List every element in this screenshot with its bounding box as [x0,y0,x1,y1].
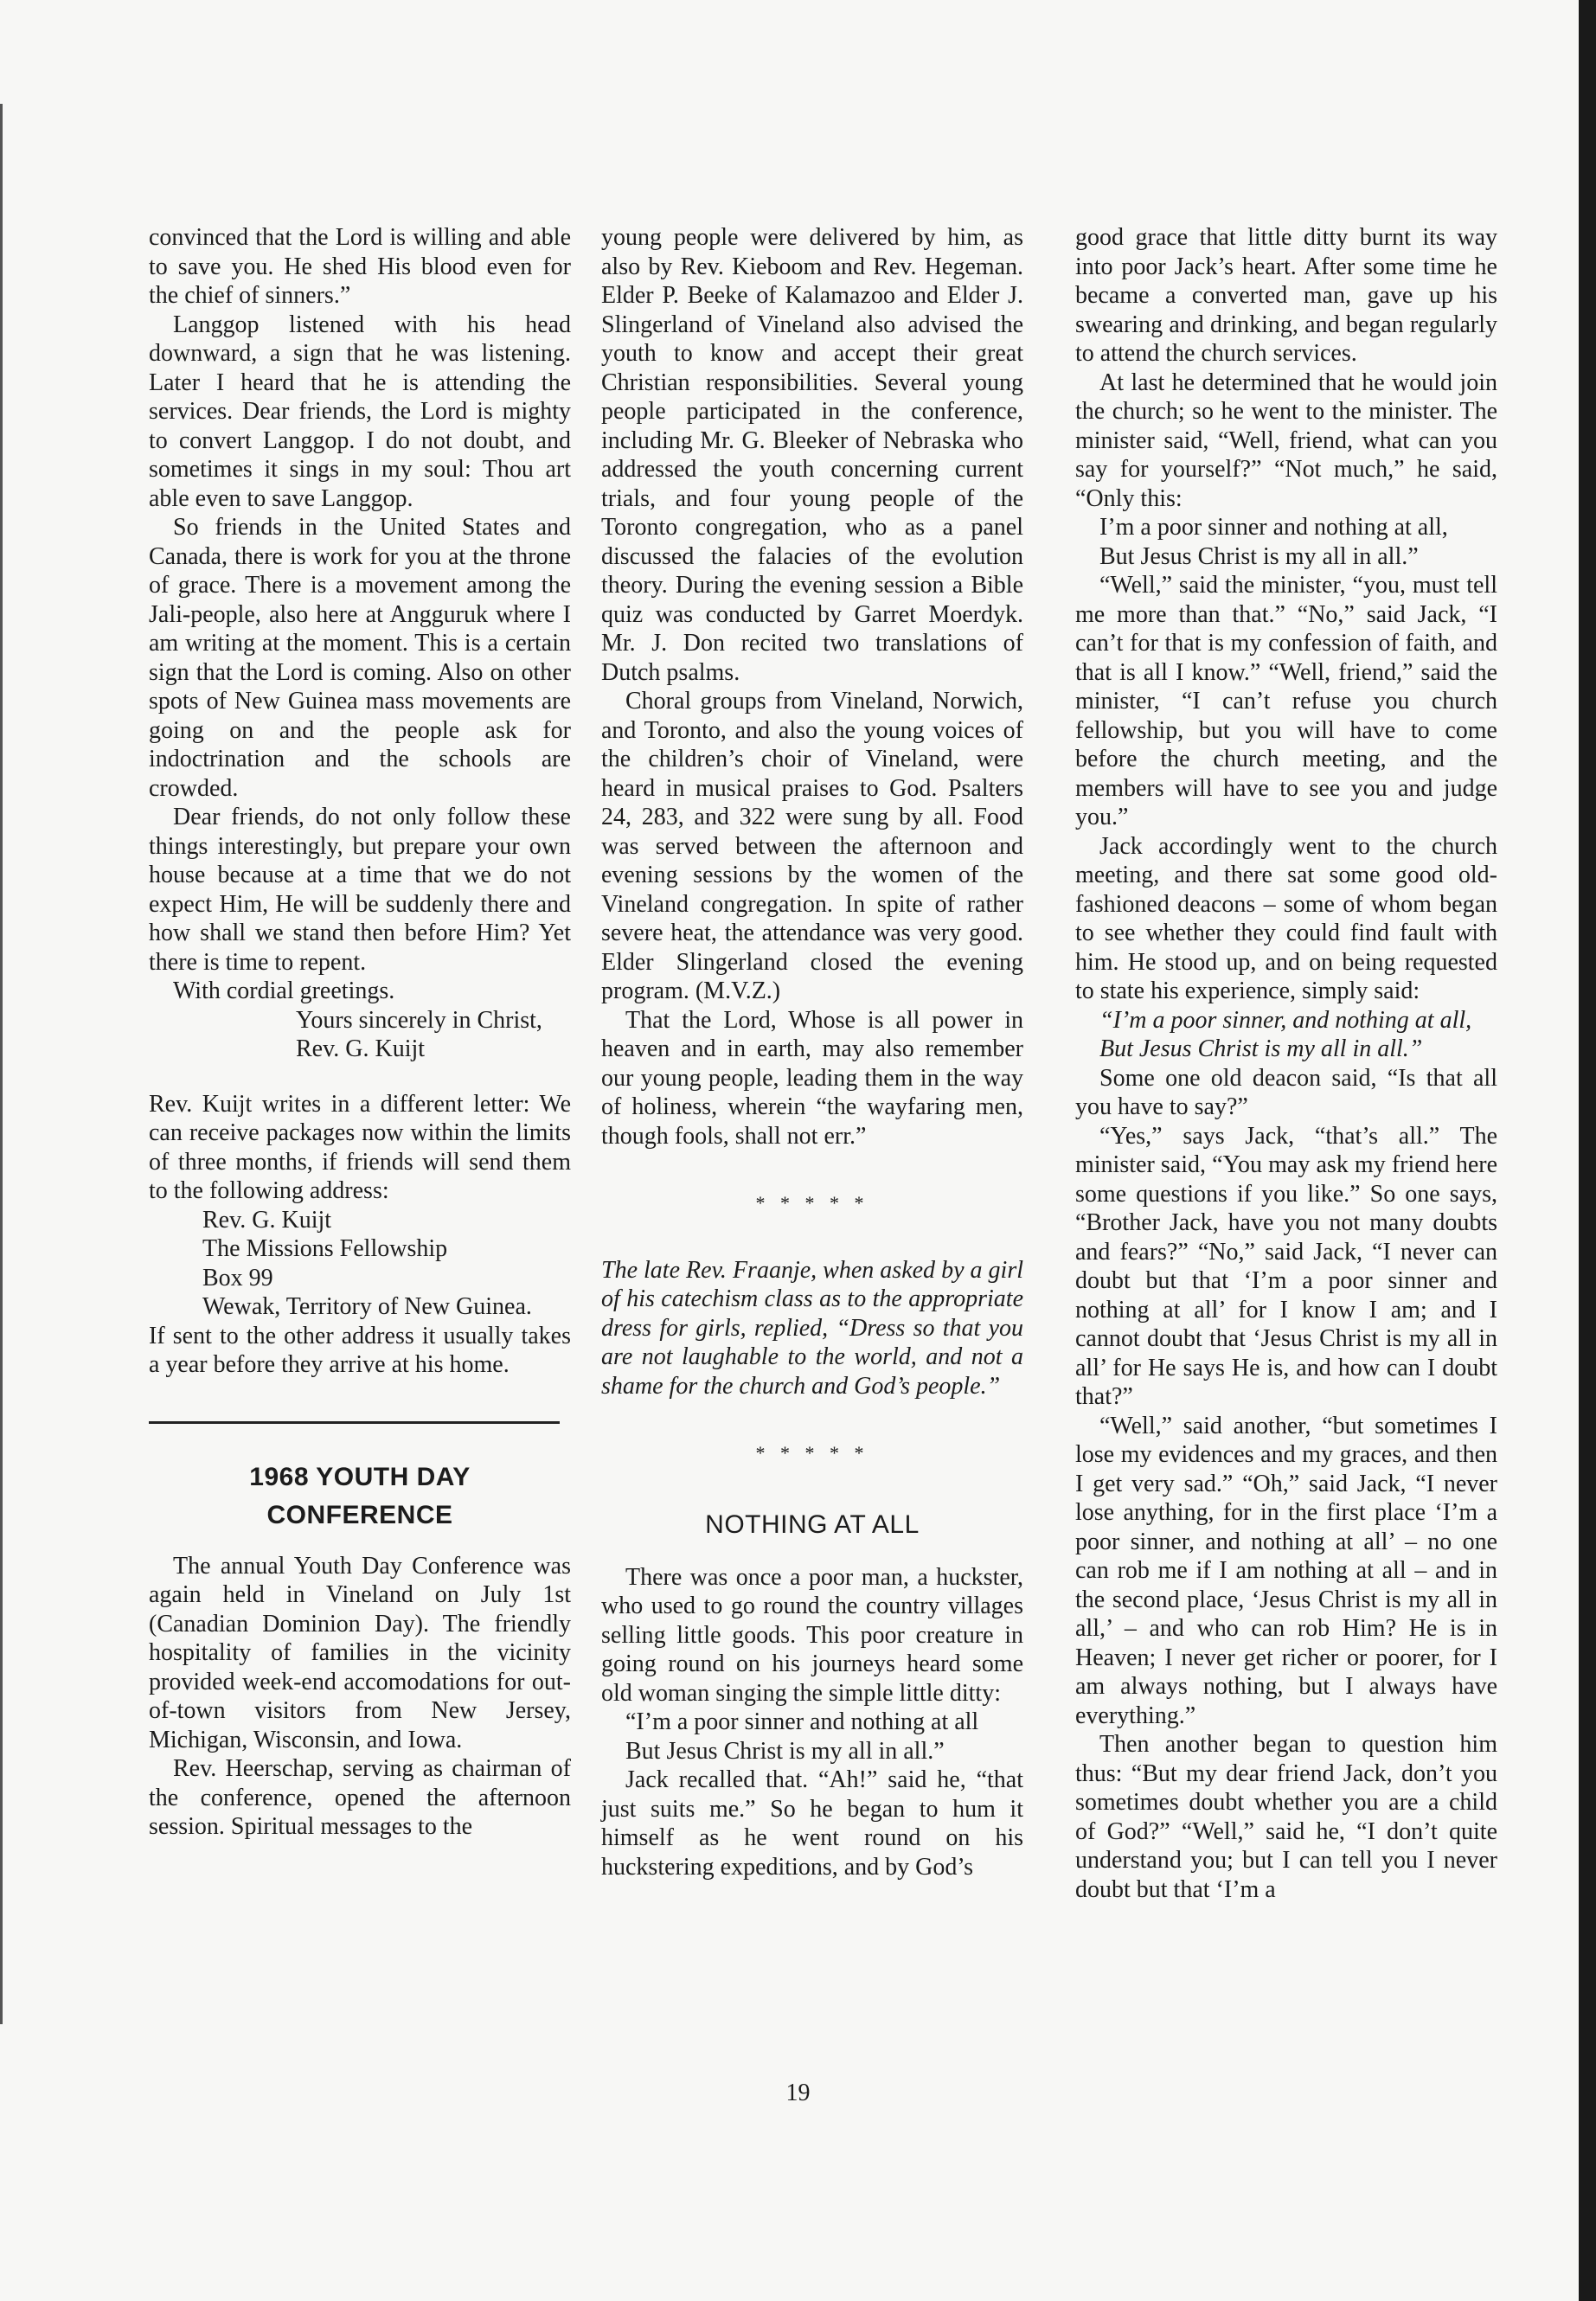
section-separator-stars: * * * * * [755,1442,869,1464]
paragraph: There was once a poor man, a huckster, who used to go round the country villages selling little goods. This poor creature in going round on his journeys heard some old woman singing the simple little ditty: [601,1563,1023,1707]
italic-quote: The late Rev. Fraanje, when asked by a girl of his catechism class as to the appropriate dress for girls, replied, “Dress so that you are not laughable to the world, and not a shame for the church and God’s people.” [601,1256,1023,1400]
paragraph: If sent to the other address it usually takes a year before they arrive at his home. [149,1322,571,1378]
paragraph: “Yes,” says Jack, “that’s all.” The minister said, “You may ask my friend here some questions if you like.” So one says, “Brother Jack, have you not many doubts and fears?” “No,” said Jack, “I never can doubt but that ‘I’m a poor sinner and nothing at all’ for I know I am; and I cannot doubt that ‘Jesus Christ is my all in all’ for He says He is, and how can I doubt that?” [1075,1122,1497,1410]
paragraph: Jack accordingly went to the church meeting, and there sat some good old-fashioned deacons – some of whom began to see whether they could find fault with him. He stood up, and on being requested to state his experience, simply said: [1075,832,1497,1004]
address-line: The Missions Fellowship [202,1235,448,1262]
paragraph: “Well,” said another, “but sometimes I lose my evidences and my graces, and then I get very sad.” “Oh,” said Jack, “I never lose anything, for in the first place ‘I’m a poor sinner, and nothing at all’ – no one can rob me if I am nothing at all – and in the second place, ‘Jesus Christ is my all in all,’ – and who can rob Him? He is in Heaven; I never get richer or poorer, for I am always nothing, but I always have everything.” [1075,1412,1497,1729]
paragraph: “Well,” said the minister, “you, must tell me more than that.” “No,” said Jack, “I can’t for that is my confession of faith, and that is all I know.” “Well, friend,” said the minister, “I can’t refuse you church fellowship, but you will have to come before the church meeting, and the members will have to see you and judge you.” [1075,572,1497,830]
signature-name: Rev. G. Kuijt [296,1035,426,1062]
section-title-nothing-at-all: NOTHING AT ALL [705,1509,920,1539]
column-3 [1075,223,1497,1904]
section-separator-stars: * * * * * [755,1192,869,1214]
column-2 [601,223,1023,1881]
paragraph: good grace that little ditty burnt its way into poor Jack’s heart. After some time he became a converted man, gave up his swearing and drinking, and began regularly to attend the church services. [1075,224,1497,367]
paragraph: convinced that the Lord is willing and able to save you. He shed His blood even for the chief of sinners.” [149,224,571,309]
letter-note: Rev. Kuijt writes in a different letter: We can receive packages now within the limits of three months, if friends will send them to the following address: [149,1090,571,1204]
ditty-line: But Jesus Christ is my all in all.” [625,1737,945,1765]
verse-line: I’m a poor sinner and nothing at all, [1099,514,1448,541]
paragraph: Dear friends, do not only follow these things interestingly, but prepare your own house because at a time that we do not expect Him, He will be suddenly there and how shall we stand then before Him? Yet there is time to repent. [149,804,571,976]
paragraph: Choral groups from Vineland, Norwich, and Toronto, and also the young voices of the children’s choir of Vineland, were heard in musical praises to God. Psalters 24, 283, and 322 were sung by all. Food was served between the afternoon and evening sessions by the women of the Vineland congregation. In spite of rather severe heat, the attendance was very good. Elder Slingerland closed the evening program. (M.V.Z.) [601,688,1023,1004]
paragraph: The annual Youth Day Conference was again held in Vineland on July 1st (Canadian Dominion Day). The friendly hospitality of families in the vicinity provided week-end accomodations for out-of-town visitors from New Jersey, Michigan, Wisconsin, and Iowa. [149,1552,571,1753]
italic-verse-line: But Jesus Christ is my all in all.” [1099,1035,1423,1062]
paragraph: That the Lord, Whose is all power in heaven and in earth, may also remember our young people, leading them in the way of holiness, wherein “the wayfaring men, though fools, shall not err.” [601,1006,1023,1150]
verse-line: But Jesus Christ is my all in all.” [1099,542,1419,570]
page-number: 19 [785,2080,811,2106]
paragraph: Then another began to question him thus: “But my dear friend Jack, don’t you sometimes doubt whether you are a child of God?” “Well,” said he, “I don’t quite understand you; but I can tell you I never doubt but that ‘I’m a [1075,1731,1497,1903]
paragraph: Rev. Heerschap, serving as chairman of the conference, opened the afternoon session. Spiritual messages to the [149,1755,571,1840]
section-title-line: CONFERENCE [266,1500,453,1529]
address-line: Rev. G. Kuijt [202,1206,332,1234]
section-divider [149,1421,560,1424]
ditty-line: “I’m a poor sinner and nothing at all [625,1708,979,1735]
paragraph: So friends in the United States and Canada, there is work for you at the throne of grace. There is a movement among the Jali-people, also here at Angguruk where I am writing at the moment. This is a certain sign that the Lord is coming. Also on other spots of New Guinea mass movements are going on and the people ask for indoctrination and the schools are crowded. [149,514,571,802]
italic-verse-line: “I’m a poor sinner, and nothing at all, [1099,1006,1472,1034]
closing-greeting: With cordial greetings. [173,977,395,1004]
address-line: Wewak, Territory of New Guinea. [202,1293,532,1320]
column-1 [149,223,571,1842]
paragraph: Jack recalled that. “Ah!” said he, “that just suits me.” So he began to hum it himself as he went round on his huckstering expeditions, and by God’s [601,1766,1023,1881]
section-title-line: 1968 YOUTH DAY [249,1462,471,1491]
paragraph: young people were delivered by him, as also by Rev. Kieboom and Rev. Hegeman. Elder P. Beeke of Kalamazoo and Elder J. Slingerland of Vineland also advised the youth to know and accept their great Christian responsibilities. Several young people participated in the conference, including Mr. G. Bleeker of Nebraska who addressed the youth concerning current trials, and four young people of the Toronto congregation, who as a panel discussed the falacies of the evolution theory. During the evening session a Bible quiz was conducted by Garret Moerdyk. Mr. J. Don recited two translations of Dutch psalms. [601,224,1023,686]
address-line: Box 99 [202,1264,273,1292]
section-title-youth-day [149,1458,571,1535]
paragraph: Langgop listened with his head downward, a sign that he was listening. Later I heard that he is attending the services. Dear friends, the Lord is mighty to convert Langgop. I do not doubt, and sometimes it sings in my soul: Thou art able even to save Langgop. [149,311,571,512]
paragraph: Some one old deacon said, “Is that all you have to say?” [1075,1064,1497,1120]
signature-line: Yours sincerely in Christ, [296,1006,542,1034]
paragraph: At last he determined that he would join the church; so he went to the minister. The minister said, “Well, friend, what can you say for yourself?” “Not much,” he said, “Only this: [1075,369,1497,512]
